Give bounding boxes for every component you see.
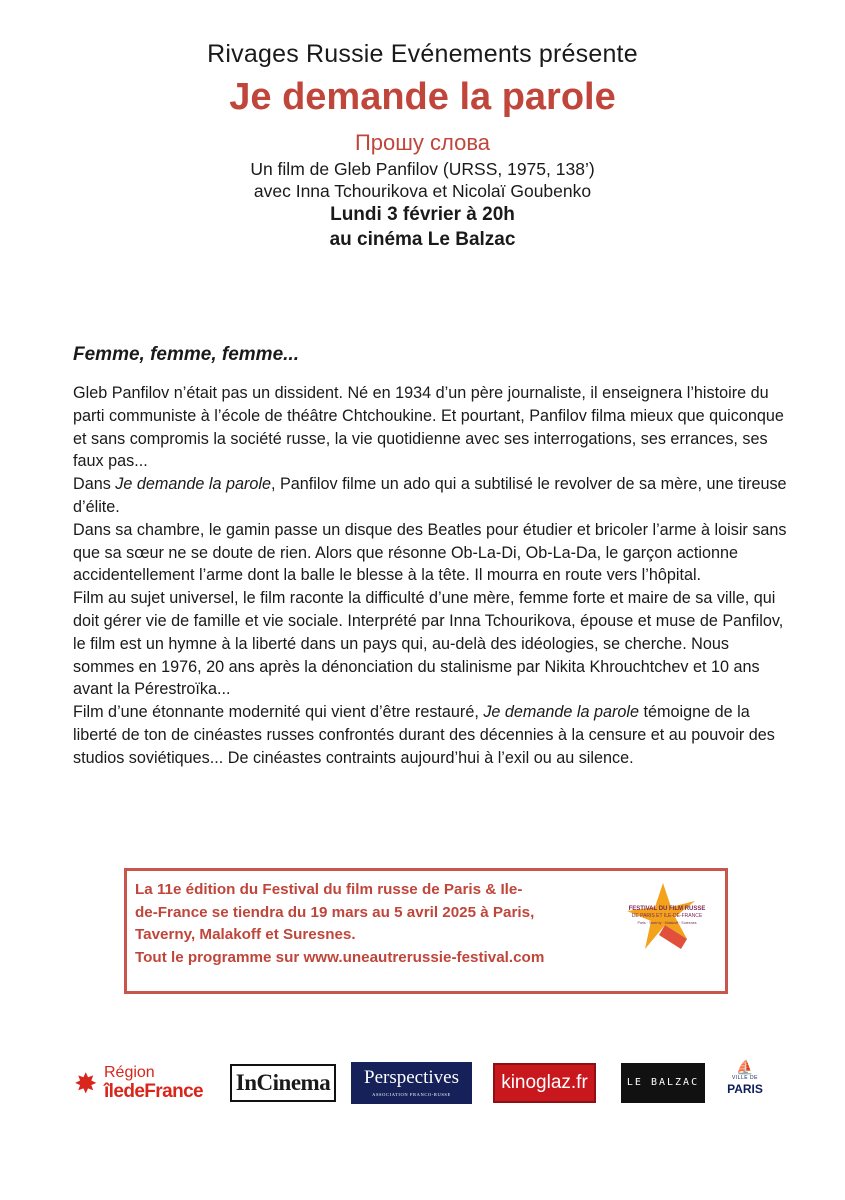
region-star-icon: ✸	[74, 1068, 98, 1099]
paris-ship-icon: ⛵	[736, 1059, 754, 1075]
film-title-italic: Je demande la parole	[115, 475, 271, 494]
festival-logo-title-1: FESTIVAL DU FILM RUSSE	[628, 906, 706, 912]
paragraph-4: Film au sujet universel, le film raconte la difficulté d’une mère, femme forte et maire de sa ville, qui doit gérer vie de famille et vie sociale. Interprété par Inna Tchourikova, épouse et muse de Panfilov, le film est un hymne à la liberté dans un pays qui, au-delà des idéologies, se cherche. Nous sommes en 1976, 20 ans après la dénonciation du stalinisme par Nikita Khrouchtchev et 10 ans avant la Pérestroïka...	[73, 589, 784, 699]
incinema-logo[interactable]: InCinema	[230, 1064, 336, 1102]
festival-logo-title-2: DE PARIS ET ILE-DE-FRANCE	[631, 913, 703, 919]
festival-star-logo	[615, 879, 719, 955]
presenter-line: Rivages Russie Evénements présente	[207, 40, 638, 68]
paragraph-1: Gleb Panfilov n’était pas un dissident. Né en 1934 d’un père journaliste, il enseignera l’histoire du parti communiste à l’école de théâtre Chtchoukine. Et pourtant, Panfilov filma mieux que quiconque et sans compromis la société russe, la vie quotidienne avec ses interrogations, ses errances, ses faux pas...	[73, 384, 784, 471]
kinoglaz-logo[interactable]: kinoglaz.fr	[493, 1063, 596, 1103]
region-name: îledeFrance	[104, 1081, 204, 1102]
screening-date: Lundi 3 février à 20h	[330, 204, 515, 225]
festival-announcement-box	[124, 868, 728, 994]
paris-ville-label: VILLE DE	[732, 1075, 758, 1081]
paris-label: PARIS	[727, 1082, 763, 1096]
paragraph-2	[73, 473, 793, 519]
film-title: Je demande la parole	[229, 76, 616, 118]
article	[73, 342, 793, 770]
perspectives-subtitle: ASSOCIATION FRANCO-RUSSE	[372, 1092, 451, 1097]
paragraph-5-end: témoigne de la liberté de ton de cinéastes russes confrontés durant des décennies à la censure et au pouvoir des studios soviétiques... De cinéastes contraints aujourd’hui à l’exil ou au silence.	[73, 703, 775, 767]
perspectives-name: Perspectives	[364, 1067, 459, 1088]
festival-line-2: de-France se tiendra du 19 mars au 5 avril 2025 à Paris,	[135, 903, 535, 921]
festival-website-line[interactable]: Tout le programme sur www.uneautrerussie-festival.com	[135, 948, 545, 966]
region-ile-de-france-logo[interactable]	[74, 1064, 216, 1106]
film-title-italic: Je demande la parole	[483, 703, 640, 722]
paragraph-5	[73, 701, 793, 769]
perspectives-logo[interactable]	[351, 1062, 472, 1104]
screening-venue: au cinéma Le Balzac	[329, 229, 516, 250]
ville-de-paris-logo[interactable]	[722, 1060, 768, 1108]
festival-announcement-text	[135, 879, 615, 969]
paragraph-3: Dans sa chambre, le gamin passe un disque des Beatles pour étudier et bricoler l’arme à loisir sans que sa sœur ne se doute de rien. Alors que résonne Ob-La-Di, Ob-La-Da, le garçon actionne accidentellement l’arme dont la balle le blesse à la tête. Il mourra en route vers l’hôpital.	[73, 520, 787, 585]
festival-line-3: Taverny, Malakoff et Suresnes.	[135, 926, 356, 943]
le-balzac-logo[interactable]: LE BALZAC	[621, 1063, 705, 1103]
russian-title: Прошу слова	[354, 130, 491, 155]
paragraph-2-end: , Panfilov filme un ado qui a subtilisé le revolver de sa mère, une tireuse d’élite.	[73, 475, 787, 516]
paragraph-5-start: Film d’une étonnante modernité qui vient d’être restauré,	[73, 703, 484, 722]
festival-logo-cities: Paris · Taverny · Malakoff · Suresnes	[637, 921, 697, 925]
festival-line-1: La 11e édition du Festival du film russe de Paris & Ile-	[135, 881, 523, 898]
article-heading: Femme, femme, femme...	[73, 344, 299, 365]
credits-director: Un film de Gleb Panfilov (URSS, 1975, 138’)	[250, 159, 595, 179]
credits-cast: avec Inna Tchourikova et Nicolaï Goubenko	[253, 181, 592, 201]
sponsor-logos-row	[0, 1060, 845, 1110]
region-word: Région	[104, 1064, 155, 1081]
paragraph-2-start: Dans	[73, 475, 116, 494]
poster-header	[0, 38, 845, 252]
